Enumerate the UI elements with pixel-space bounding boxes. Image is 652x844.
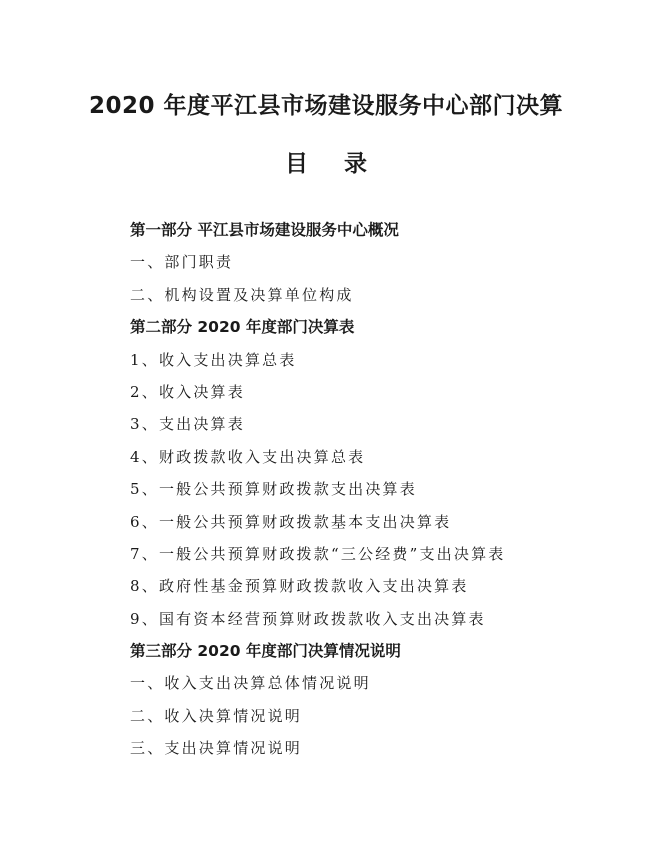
toc-part-3: 第三部分 2020 年度部门决算情况说明 [130, 642, 401, 661]
toc-part-2: 第二部分 2020 年度部门决算表 [130, 318, 355, 337]
toc-item-overall-explanation: 一、收入支出决算总体情况说明 [130, 674, 371, 693]
toc-item-table-3: 3、支出决算表 [130, 415, 245, 434]
toc-item-table-2: 2、收入决算表 [130, 382, 245, 401]
toc-heading: 目 录 [284, 151, 381, 177]
toc-item-table-1: 1、收入支出决算总表 [130, 350, 297, 369]
toc-item-table-5: 5、一般公共预算财政拨款支出决算表 [130, 480, 417, 499]
toc-item-table-6: 6、一般公共预算财政拨款基本支出决算表 [130, 512, 452, 531]
toc-item-income-explanation: 二、收入决算情况说明 [130, 706, 303, 725]
toc-part-1: 第一部分 平江县市场建设服务中心概况 [130, 221, 399, 239]
toc-item-department-duties: 一、部门职责 [130, 253, 234, 272]
toc-item-organization-structure: 二、机构设置及决算单位构成 [130, 285, 354, 304]
toc-item-table-9: 9、国有资本经营预算财政拨款收入支出决算表 [130, 609, 486, 628]
toc-item-table-7: 7、一般公共预算财政拨款“三公经费”支出决算表 [130, 544, 506, 563]
toc-item-table-8: 8、政府性基金预算财政拨款收入支出决算表 [130, 577, 469, 596]
table-of-contents [130, 214, 630, 765]
toc-item-expenditure-explanation: 三、支出决算情况说明 [130, 739, 303, 758]
toc-item-table-4: 4、财政拨款收入支出决算总表 [130, 447, 366, 466]
document-title: 2020 年度平江县市场建设服务中心部门决算 [88, 93, 564, 119]
